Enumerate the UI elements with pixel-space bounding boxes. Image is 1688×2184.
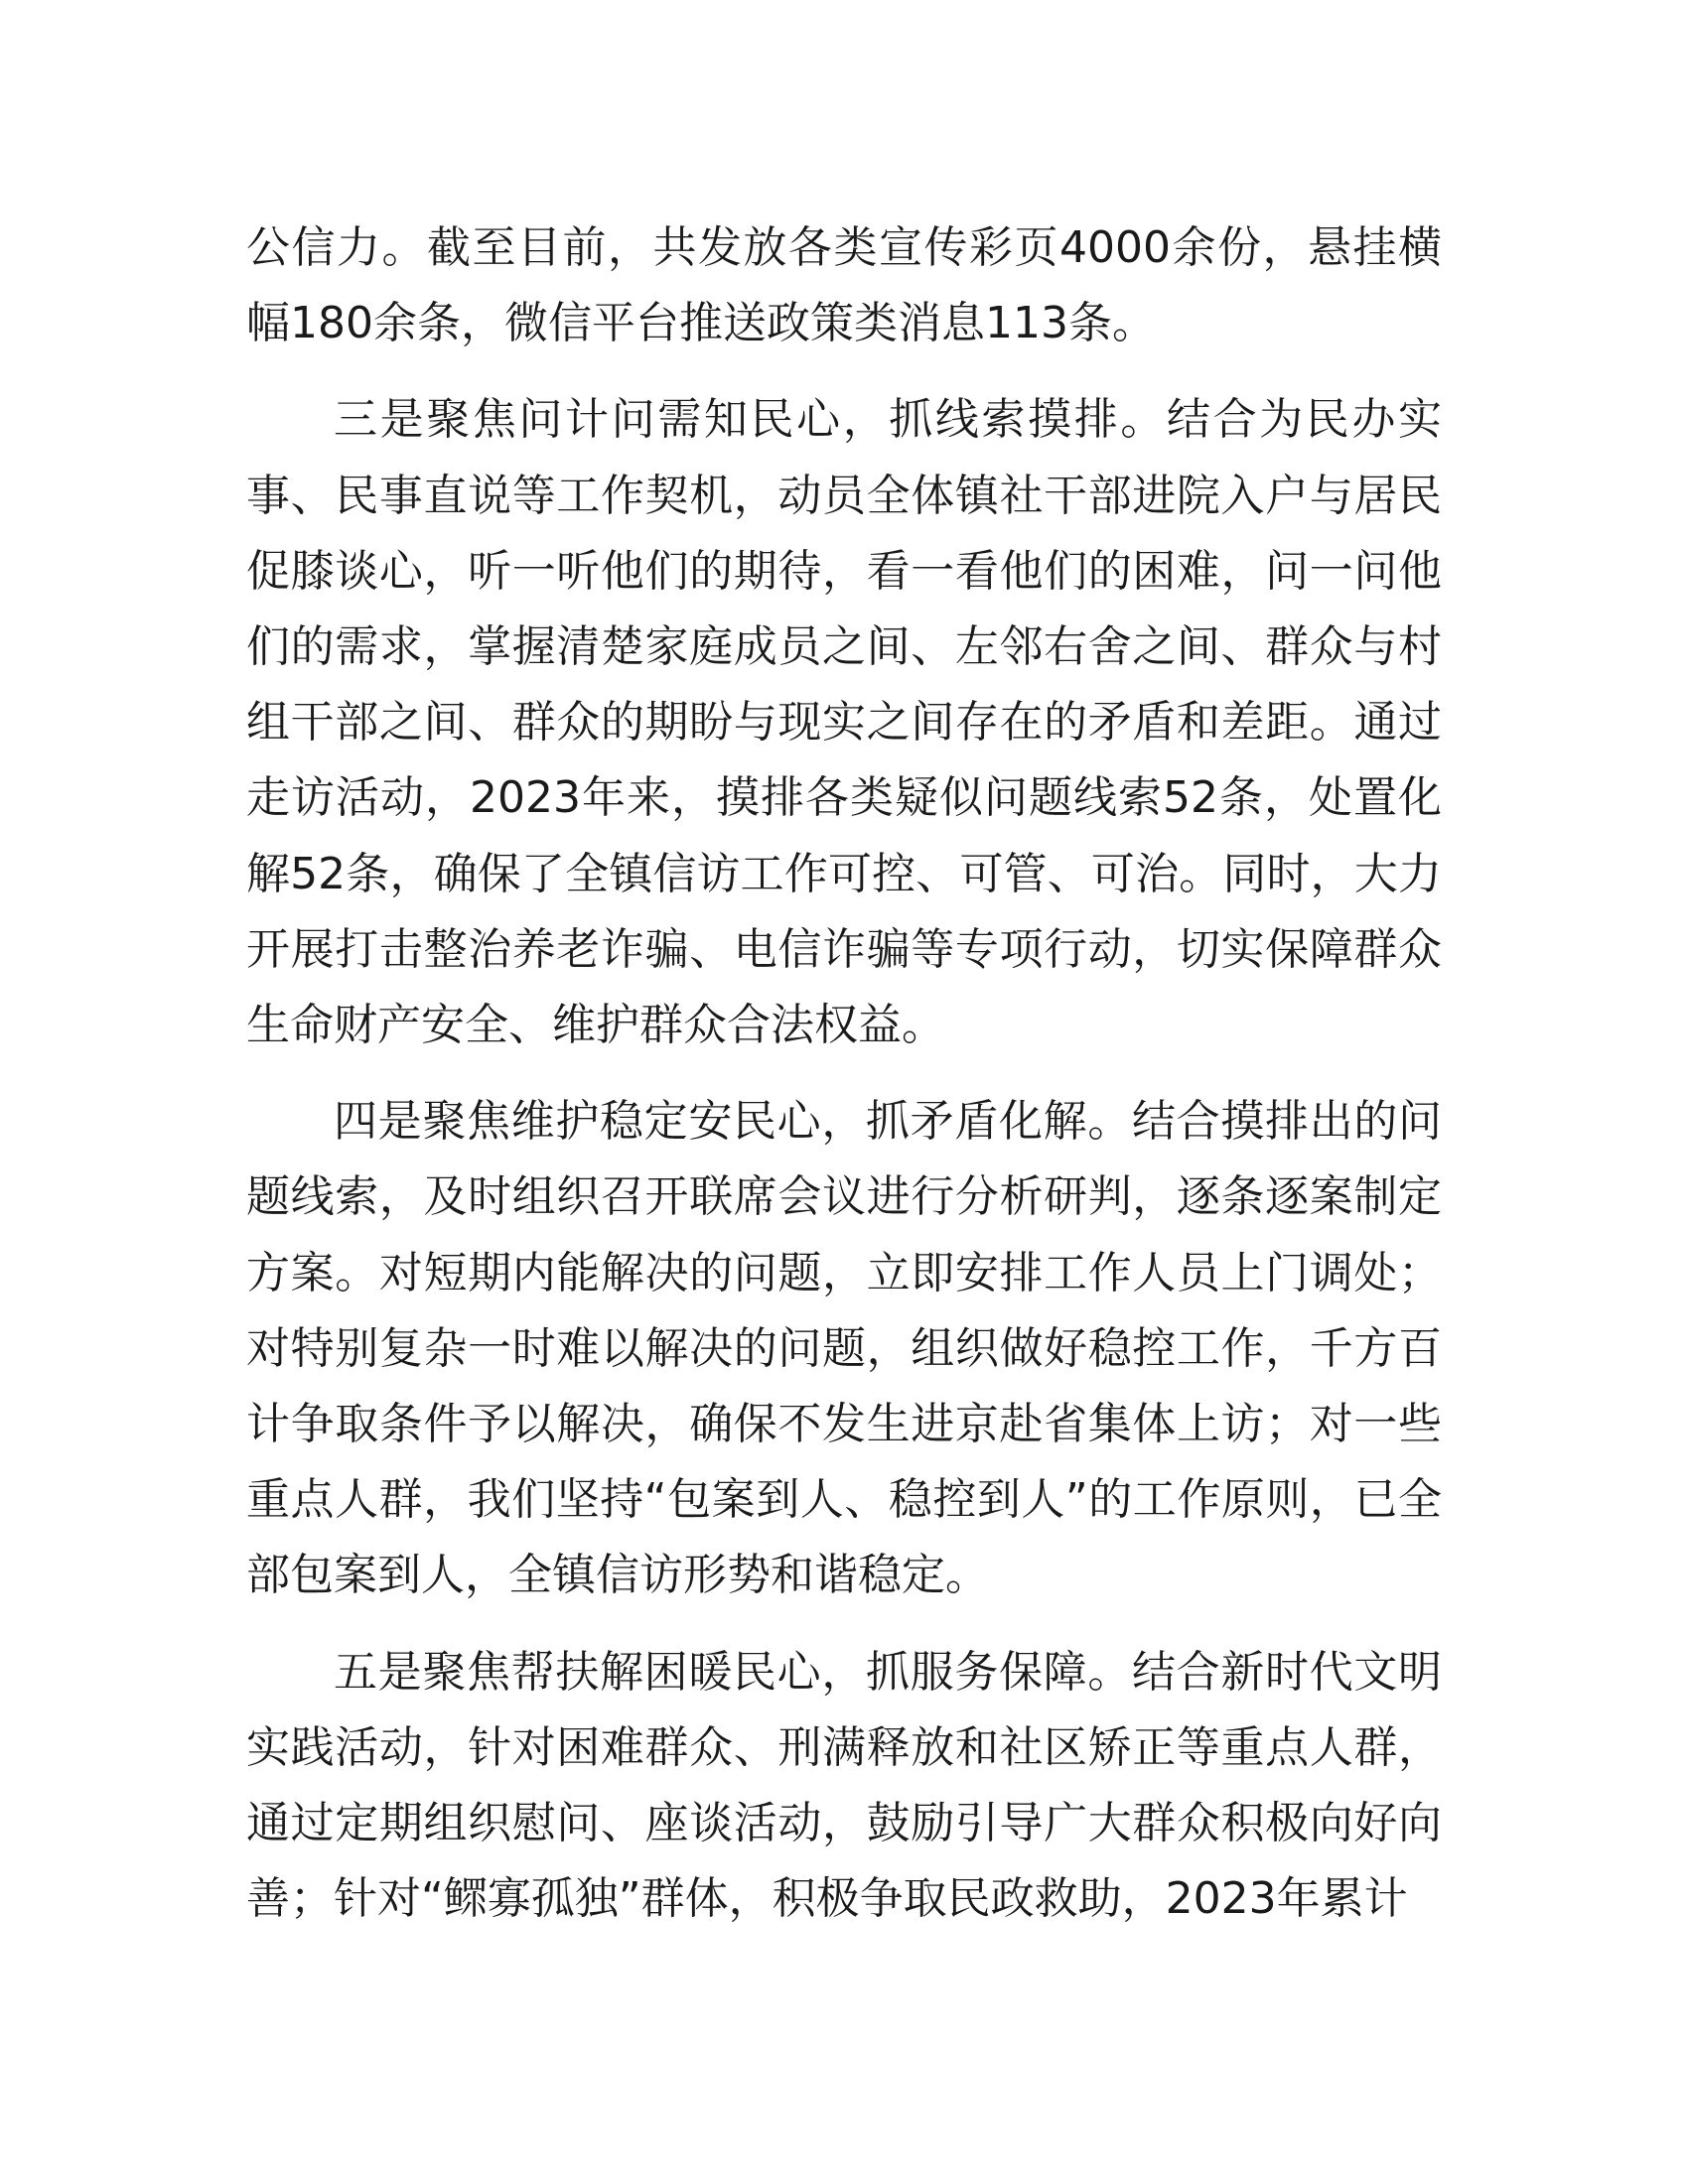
- paragraph-1: 公信力。截至目前，共发放各类宣传彩页4000余份，悬挂横幅180余条，微信平台推送政策类消息113条。: [246, 222, 1442, 349]
- paragraph-4: 五是聚焦帮扶解困暖民心，抓服务保障。结合新时代文明实践活动，针对困难群众、刑满释放和社区矫正等重点人群，通过定期组织慰问、座谈活动，鼓励引导广大群众积极向好向善；针对“鳏寡孤独”群体，积极争取民政救助，2023年累计: [246, 1646, 1442, 1925]
- paragraph-2: 三是聚焦问计问需知民心，抓线索摸排。结合为民办实事、民事直说等工作契机，动员全体镇社干部进院入户与居民促膝谈心，听一听他们的期待，看一看他们的困难，问一问他们的需求，掌握清楚家庭成员之间、左邻右舍之间、群众与村组干部之间、群众的期盼与现实之间存在的矛盾和差距。通过走访活动，2023年来，摸排各类疑似问题线索52条，处置化解52条，确保了全镇信访工作可控、可管、可治。同时，大力开展打击整治养老诈骗、电信诈骗等专项行动，切实保障群众生命财产安全、维护群众合法权益。: [246, 394, 1442, 1051]
- document-body: [246, 210, 1442, 1937]
- paragraph-3: 四是聚焦维护稳定安民心，抓矛盾化解。结合摸排出的问题线索，及时组织召开联席会议进行分析研判，逐条逐案制定方案。对短期内能解决的问题，立即安排工作人员上门调处；对特别复杂一时难以解决的问题，组织做好稳控工作，千方百计争取条件予以解决，确保不发生进京赴省集体上访；对一些重点人群，我们坚持“包案到人、稳控到人”的工作原则，已全部包案到人，全镇信访形势和谐稳定。: [246, 1096, 1442, 1601]
